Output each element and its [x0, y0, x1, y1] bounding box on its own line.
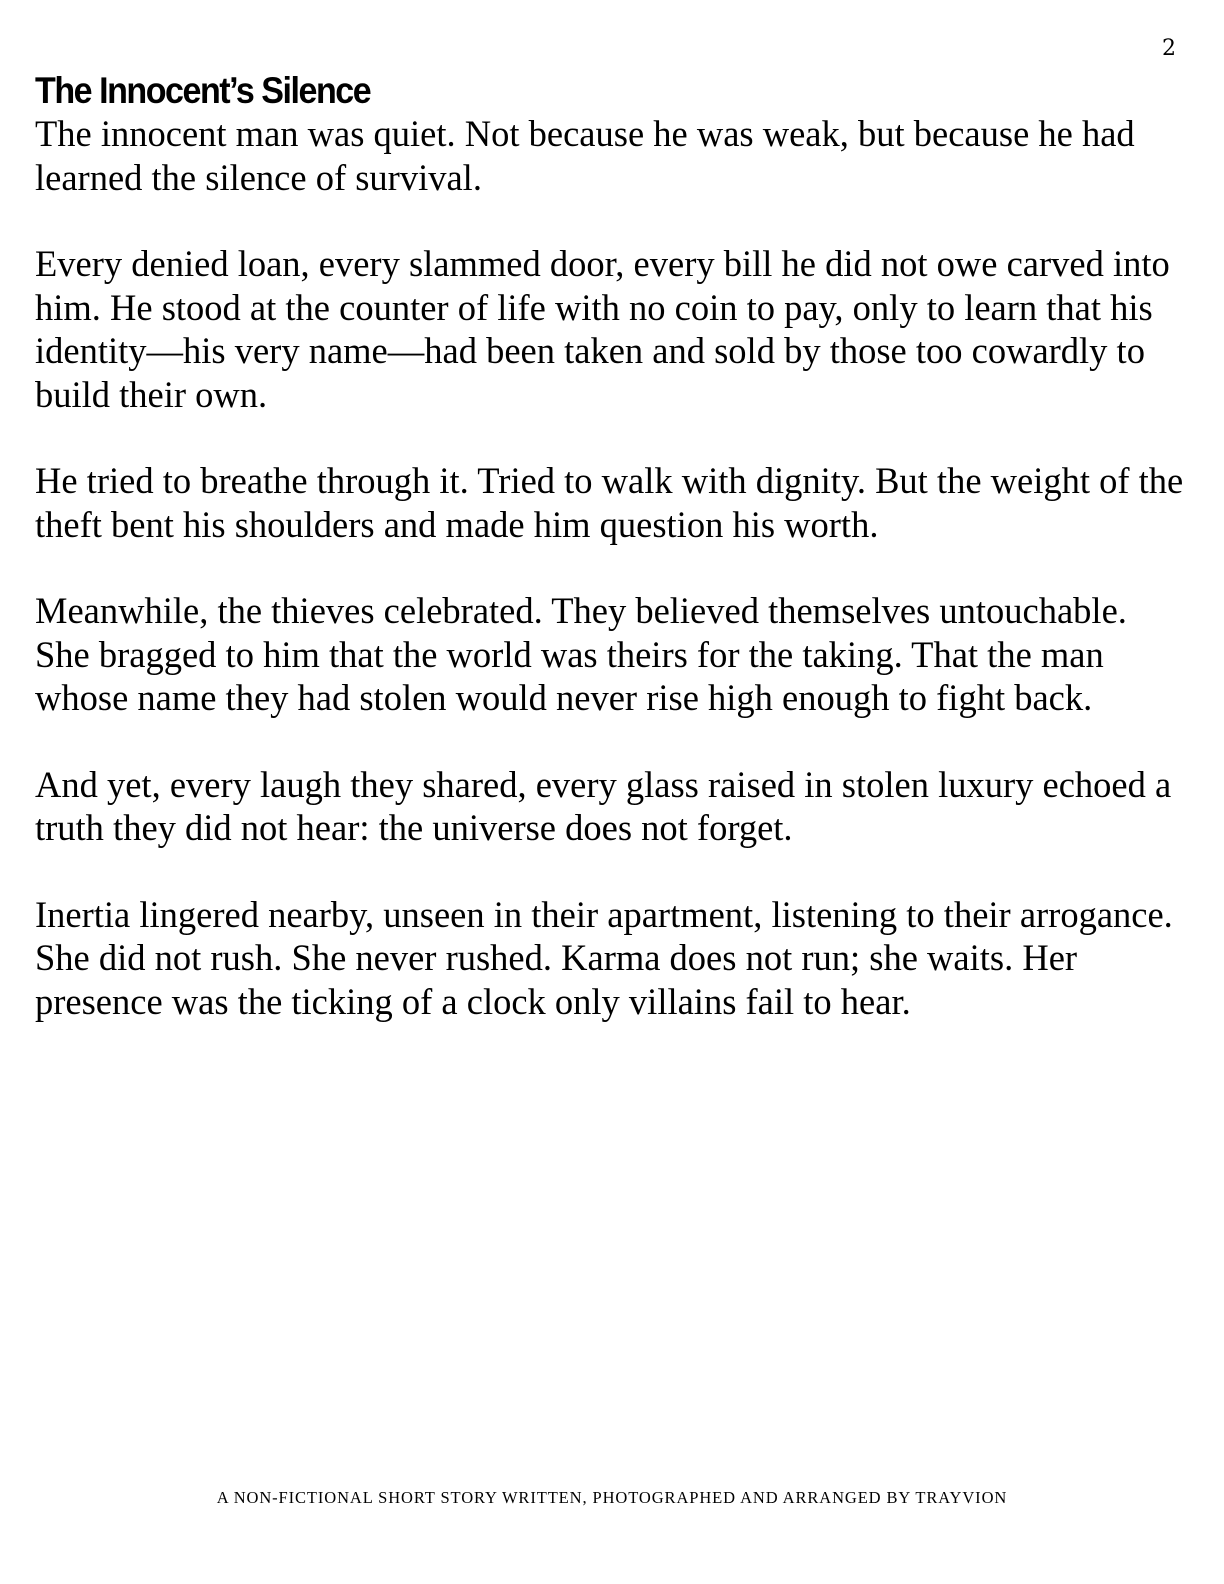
story-paragraph: Meanwhile, the thieves celebrated. They believed themselves untouchable. She bragged to him that the world was theirs for the taking. That the man whose name they had stolen would never rise high enough to fight back.	[35, 590, 1127, 718]
page-number: 2	[1162, 36, 1176, 61]
story-section	[35, 70, 1185, 1066]
story-paragraph: Every denied loan, every slammed door, every bill he did not owe carved into him. He stood at the counter of life with no coin to pay, only to learn that his identity—his very name—had been taken and sold by those too cowardly to build their own.	[35, 243, 1170, 415]
footer-credit: A NON-FICTIONAL SHORT STORY WRITTEN, PHOTOGRAPHED AND ARRANGED BY TRAYVION	[216, 1488, 1008, 1507]
story-paragraph: Inertia lingered nearby, unseen in their apartment, listening to their arrogance. She did not rush. She never rushed. Karma does not run; she waits. Her presence was the ticking of a clock only villains fail to hear.	[35, 893, 1173, 1022]
story-paragraph: The innocent man was quiet. Not because he was weak, but because he had learned the silence of survival.	[35, 113, 1135, 198]
story-paragraph: He tried to breathe through it. Tried to walk with dignity. But the weight of the theft bent his shoulders and made him question his worth.	[35, 460, 1184, 545]
story-title: The Innocent’s Silence	[35, 70, 371, 111]
story-paragraph: And yet, every laugh they shared, every glass raised in stolen luxury echoed a truth they did not hear: the universe does not forget.	[35, 763, 1172, 848]
